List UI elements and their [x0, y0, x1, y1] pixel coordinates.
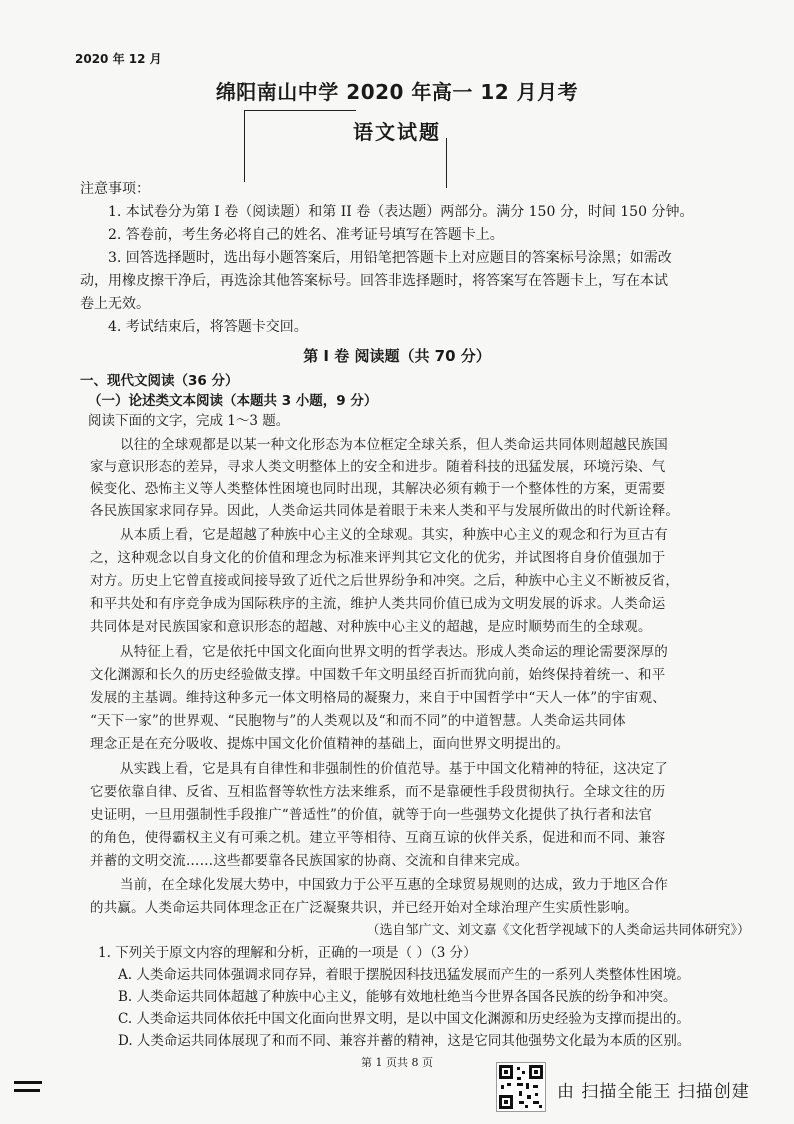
- notice-line: 动，用橡皮擦干净后，再选涂其他答案标号。回答非选择题时，将答案写在答题卡上，写在本试: [80, 273, 668, 289]
- passage-line: 家与意识形态的差异，寻求人类文明整体上的安全和进步。随着科技的迅猛发展，环境污染、气: [90, 459, 666, 475]
- notice-line: 卷上无效。: [80, 296, 150, 312]
- passage-line: 史证明，一旦用强制性手段推广“普适性”的价值，就等于向一些强势文化提供了执行者和法官: [90, 807, 653, 823]
- qr-code-icon: [496, 1062, 546, 1112]
- passage-line: 从特征上看，它是依托中国文化面向世界文明的哲学表达。形成人类命运的理论需要深厚的: [120, 644, 668, 660]
- passage-line: 从实践上看，它是具有自律性和非强制性的价值范导。基于中国文化精神的特征，这决定了: [120, 761, 668, 777]
- passage-line: 当前，在全球化发展大势中，中国致力于公平互惠的全球贸易规则的达成，致力于地区合作: [120, 877, 668, 893]
- exam-title: 绵阳南山中学 2020 年高一 12 月月考: [215, 80, 579, 104]
- option-d: D. 人类命运共同体展现了和而不同、兼容并蓄的精神，这是它同其他强势文化最为本质的区别。: [118, 1033, 691, 1049]
- passage-line: 理念正是在充分吸收、提炼中国文化价值精神的基础上，面向世界文明提出的。: [90, 736, 570, 752]
- option-c: C. 人类命运共同体依托中国文化面向世界文明，是以中国文化渊源和历史经验为支撑而提出的。: [118, 1011, 690, 1027]
- passage-line: 的角色，使得霸权主义有可乘之机。建立平等相待、互商互谅的伙伴关系，促进和而不同、兼容: [90, 830, 666, 846]
- notice-line: 2. 答卷前，考生务必将自己的姓名、准考证号填写在答题卡上。: [108, 227, 504, 243]
- passage-line: 对方。历史上它曾直接或间接导致了近代之后世界纷争和冲突。之后，种族中心主义不断被反省，: [90, 573, 680, 589]
- scanner-watermark: 由 扫描全能王 扫描创建: [557, 1082, 750, 1102]
- passage-line: 文化渊源和长久的历史经验做支撑。中国数千年文明虽经百折而犹向前，始终保持着统一、和平: [90, 667, 666, 683]
- passage-line: 各民族国家求同存异。因此，人类命运共同体是着眼于未来人类和平与发展所做出的时代新诠释。: [90, 503, 680, 519]
- scan-mark: [14, 1081, 42, 1084]
- decor-line: [244, 110, 356, 111]
- question-stem: 1. 下列关于原文内容的理解和分析，正确的一项是（ ）（3 分）: [98, 945, 477, 961]
- notice-line: 4. 考试结束后，将答题卡交回。: [108, 319, 308, 335]
- passage-line: 的共赢。人类命运共同体理念正在广泛凝聚共识，并已经开始对全球治理产生实质性影响。: [90, 900, 638, 916]
- scan-mark: [14, 1089, 40, 1092]
- passage-line: “天下一家”的世界观、“民胞物与”的人类观以及“和而不同”的中道智慧。人类命运共同体: [90, 713, 626, 729]
- exam-subtitle: 语文试题: [353, 120, 441, 144]
- passage-line: 从本质上看，它是超越了种族中心主义的全球观。其实，种族中心主义的观念和行为亘古有: [120, 527, 668, 543]
- notice-heading: 注意事项：: [80, 181, 150, 197]
- passage-line: 和平共处和有序竞争成为国际秩序的主流，维护人类共同价值已成为文明发展的诉求。人类命运: [90, 596, 666, 612]
- page-footer: 第 1 页共 8 页: [361, 1056, 433, 1069]
- notice-line: 1. 本试卷分为第 I 卷（阅读题）和第 II 卷（表达题）两部分。满分 150 分，时间 150 分钟。: [108, 204, 694, 220]
- passage-line: 之，这种观念以自身文化的价值和理念为标准来评判其它文化的优劣，并试图将自身价值强加于: [90, 550, 666, 566]
- passage-line: 以往的全球观都是以某一种文化形态为本位框定全球关系，但人类命运共同体则超越民族国: [120, 437, 668, 453]
- passage-line: 候变化、恐怖主义等人类整体性困境也同时出现，其解决必须有赖于一个整体性的方案，更需要: [90, 481, 666, 497]
- instruction: 阅读下面的文字，完成 1～3 题。: [88, 413, 290, 429]
- part-title: 第 I 卷 阅读题（共 70 分）: [303, 347, 491, 365]
- passage-line: 并蓄的文明交流……这些都要靠各民族国家的协商、交流和自律来完成。: [90, 853, 529, 869]
- passage-line: 它要依靠自律、反省、互相监督等软性方法来维系，而不是靠硬性手段贯彻执行。全球文往的历: [90, 784, 666, 800]
- passage-line: 共同体是对民族国家和意识形态的超越、对种族中心主义的超越，是应时顺势而生的全球观。: [90, 619, 652, 635]
- subsection-heading: （一）论述类文本阅读（本题共 3 小题，9 分）: [88, 393, 378, 409]
- option-b: B. 人类命运共同体超越了种族中心主义，能够有效地杜绝当今世界各国各民族的纷争和冲突。: [118, 989, 677, 1005]
- section-heading: 一、现代文阅读（36 分）: [80, 373, 239, 389]
- notice-line: 3. 回答选择题时，选出每小题答案后，用铅笔把答题卡上对应题目的答案标号涂黑；如需改: [108, 250, 672, 266]
- source-citation: （选自邹广文、刘文嘉《文化哲学视域下的人类命运共同体研究》）: [366, 923, 750, 938]
- passage-line: 发展的主基调。维持这种多元一体文明格局的凝聚力，来自于中国哲学中“天人一体”的宇宙观、: [90, 690, 666, 706]
- decor-line: [244, 110, 245, 182]
- exam-date: 2020 年 12 月: [75, 52, 162, 66]
- option-a: A. 人类命运共同体强调求同存异，着眼于摆脱因科技迅猛发展而产生的一系列人类整体性困境。: [118, 967, 690, 983]
